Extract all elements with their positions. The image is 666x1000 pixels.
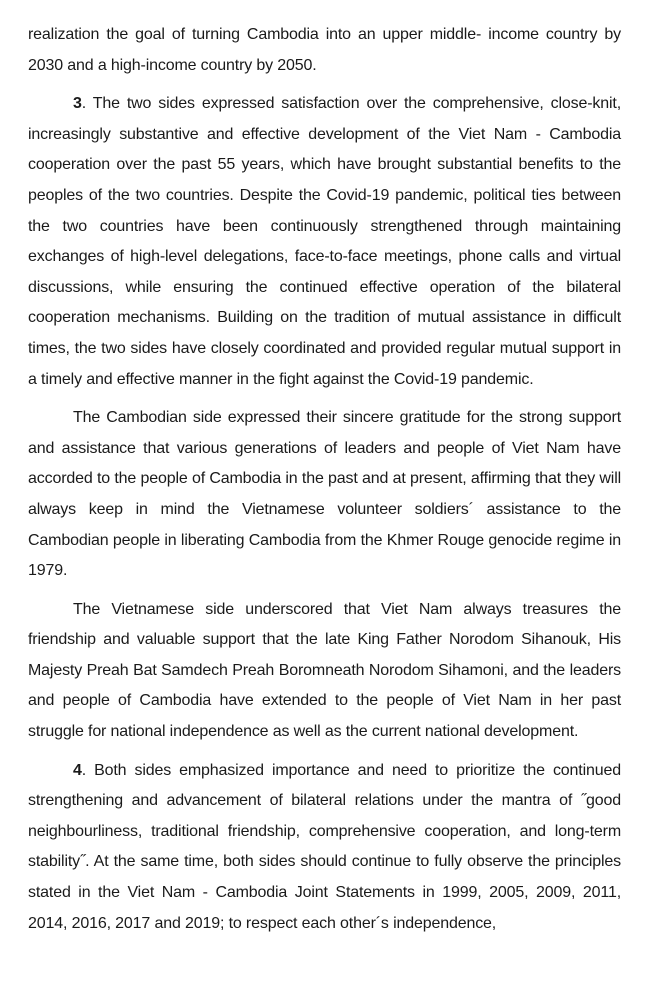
section-number: 4 bbox=[73, 761, 82, 779]
paragraph-text: The Cambodian side expressed their sincere gratitude for the strong support and assistance that various generations of leaders and people of Viet Nam have accorded to the people of Cambodia in the past and at present, affirming that they will always keep in mind the Vietnamese volunteer soldiers´ assistance to the Cambodian people in liberating Cambodia from the Khmer Rouge genocide regime in 1979. bbox=[28, 409, 621, 580]
paragraph-5 bbox=[28, 756, 621, 940]
paragraph-3 bbox=[28, 403, 621, 587]
paragraph-4 bbox=[28, 595, 621, 748]
document-page bbox=[28, 20, 621, 947]
paragraph-text: The Vietnamese side underscored that Viet Nam always treasures the friendship and valuable support that the late King Father Norodom Sihanouk, His Majesty Preah Bat Samdech Preah Boromneath Norodom Sihamoni, and the leaders and people of Cambodia have extended to the people of Viet Nam in her past struggle for national independence as well as the current national development. bbox=[28, 600, 621, 741]
paragraph-2 bbox=[28, 89, 621, 395]
section-number: 3 bbox=[73, 95, 82, 113]
paragraph-1 bbox=[28, 20, 621, 81]
paragraph-text: . The two sides expressed satisfaction over the comprehensive, close-knit, increasingly substantive and effective development of the Viet Nam - Cambodia cooperation over the past 55 years, which have brought substantial benefits to the peoples of the two countries. Despite the Covid-19 pandemic, political ties between the two countries have been continuously strengthened through maintaining exchanges of high-level delegations, face-to-face meetings, phone calls and virtual discussions, while ensuring the continued effective operation of the bilateral cooperation mechanisms. Building on the tradition of mutual assistance in difficult times, the two sides have closely coordinated and provided regular mutual support in a timely and effective manner in the fight against the Covid-19 pandemic. bbox=[28, 95, 621, 388]
paragraph-text: realization the goal of turning Cambodia into an upper middle- income country by 2030 and a high-income country by 2050. bbox=[28, 26, 621, 74]
paragraph-text: . Both sides emphasized importance and need to prioritize the continued strengthening and advancement of bilateral relations under the mantra of ˝good neighbourliness, traditional friendship, comprehensive cooperation, and long-term stability˝. At the same time, both sides should continue to fully observe the principles stated in the Viet Nam - Cambodia Joint Statements in 1999, 2005, 2009, 2011, 2014, 2016, 2017 and 2019; to respect each other´s independence, bbox=[28, 761, 621, 932]
